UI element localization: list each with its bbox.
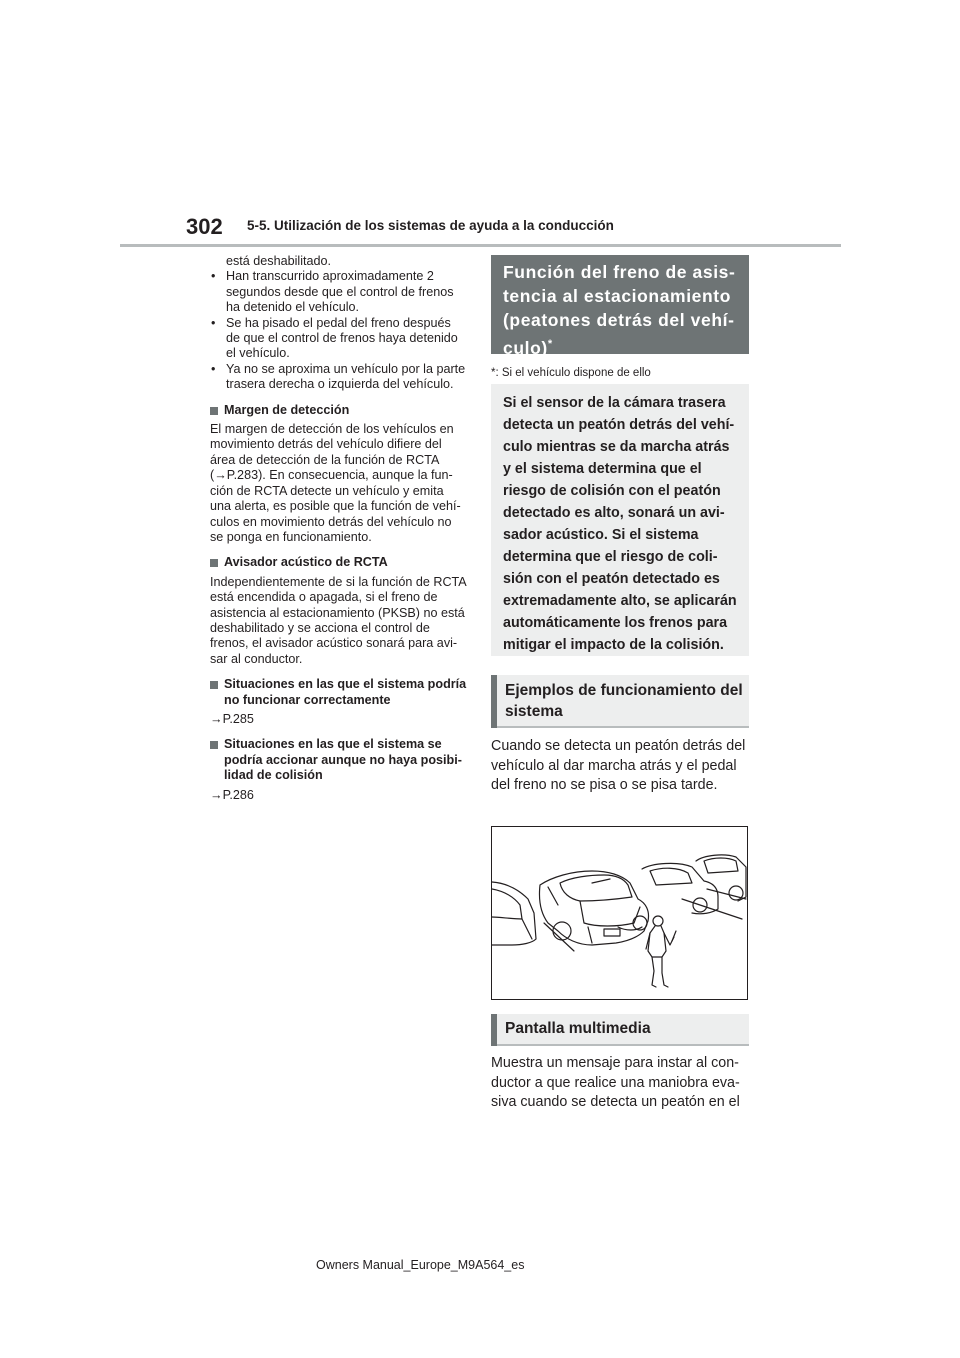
page-reference-link[interactable]: →P.285 (210, 711, 254, 726)
multimedia-title: Pantalla multimedia (491, 1014, 749, 1046)
square-bullet-icon (210, 559, 218, 567)
title-accent-bar (491, 675, 497, 728)
summary-box: Si el sensor de la cámara trasera detecta un peatón detrás del vehí-culo mientras se da marcha atrás y el sistema determina que el riesgo de colisión con el peatón detectado es alto, sonará un avi-sador acústico. Si el sistema determina que el riesgo de coli-sión con el peatón detectado es extremadamente alto, se aplicarán automáticamente los frenos para mitigar el impacto de la colisión. (491, 384, 749, 656)
section-title: 5-5. Utilización de los sistemas de ayuda a la conducción (247, 218, 614, 233)
square-bullet-icon (210, 741, 218, 749)
list-item: • Se ha pisado el pedal del freno después de que el control de frenos haya detenido el vehículo. (211, 315, 458, 361)
page-number: 302 (186, 214, 223, 239)
subheading-rcta-buzzer: Avisador acústico de RCTA (210, 555, 468, 570)
multimedia-text: Muestra un mensaje para instar al con-ductor a que realice una maniobra eva-siva cuando se detecta un peatón en el (491, 1055, 740, 1110)
detection-margin-text: El margen de detección de los vehículos en movimiento detrás del vehículo difiere del área de detección de la función de RCTA (→P.283). En consecuencia, aunque la fun-ción de RCTA detecte un vehículo y emita una alerta, es posible que la función de vehí-culos en movimiento detrás del vehículo no se ponga en funcionamiento. (210, 422, 461, 544)
main-section-title: Función del freno de asis-tencia al estacionamiento (peatones detrás del vehí-culo)* (491, 255, 749, 354)
bullet-mark: • (211, 269, 216, 284)
examples-title: Ejemplos de funcionamiento del sistema (491, 675, 749, 728)
page-reference-link[interactable]: →P.286 (210, 787, 254, 802)
list-item: • Ya no se aproxima un vehículo por la parte trasera derecha o izquierda del vehículo. (211, 361, 466, 392)
subheading-may-not-work: Situaciones en las que el sistema podría no funcionar correctamente (210, 677, 468, 708)
subheading-detection-margin: Margen de detección (210, 403, 468, 418)
parking-illustration (491, 826, 748, 1000)
footnote: *: Si el vehículo dispone de ello (491, 367, 651, 379)
list-item: • Han transcurrido aproximadamente 2 segundos desde que el control de frenos ha detenido el vehículo. (211, 269, 454, 315)
condition-list (210, 269, 468, 392)
subheading-may-activate: Situaciones en las que el sistema se podría accionar aunque no haya posibi-lidad de colisión (210, 737, 468, 783)
left-column (210, 254, 468, 813)
bullet-mark: • (211, 361, 216, 376)
square-bullet-icon (210, 407, 218, 415)
rcta-buzzer-text: Independientemente de si la función de RCTA está encendida o apagada, si el freno de asistencia al estacionamiento (PKSB) no está deshabilitado y se acciona el control de frenos, el avisador acústico sonará para avi-sar al conductor. (210, 574, 467, 666)
car-reversing-pedestrian-image (492, 827, 747, 999)
examples-text: Cuando se detecta un peatón detrás del vehículo al dar marcha atrás y el pedal del freno no se pisa o se pisa tarde. (491, 738, 746, 793)
footer-document-id: Owners Manual_Europe_M9A564_es (316, 1258, 525, 1272)
continuation-text: está deshabilitado. (226, 254, 332, 268)
title-accent-bar (491, 1014, 497, 1046)
square-bullet-icon (210, 681, 218, 689)
footnote-mark: * (547, 338, 553, 350)
header-rule (120, 244, 841, 247)
bullet-mark: • (211, 315, 216, 330)
